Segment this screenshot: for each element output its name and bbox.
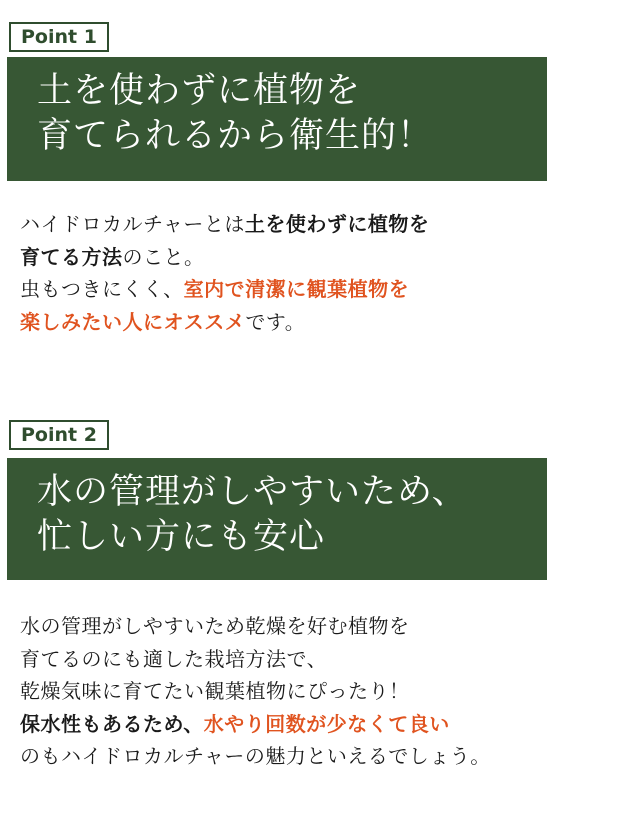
emphasis-text: 保水性もあるため、 xyxy=(20,711,204,736)
point-1-body-line-4 xyxy=(20,306,630,339)
point-2-body xyxy=(20,610,630,773)
point-1-label: Point 1 xyxy=(9,22,109,52)
point-1-body-line-1 xyxy=(20,208,630,241)
point-2-body-line-1: 水の管理がしやすいため乾燥を好む植物を xyxy=(20,614,410,638)
point-2-body-line-3: 乾燥気味に育てたい観葉植物にぴったり！ xyxy=(20,679,410,703)
highlight-text: 水やり回数が少なくて良い xyxy=(203,711,450,736)
point-2-heading-banner xyxy=(7,458,547,580)
text: 虫もつきにくく、 xyxy=(20,277,184,301)
text: ハイドロカルチャーとは xyxy=(20,212,245,236)
point-2-heading-line-1: 水の管理がしやすいため、 xyxy=(37,472,468,512)
point-1-heading-banner xyxy=(7,57,547,181)
point-2-heading-line-2: 忙しい方にも安心 xyxy=(37,517,326,557)
point-1-heading-line-1: 土を使わずに植物を xyxy=(37,71,362,111)
point-1-body-line-3 xyxy=(20,273,630,306)
point-2-body-line-4 xyxy=(20,708,630,741)
emphasis-text: 土を使わずに植物を xyxy=(244,212,430,236)
point-1-heading-line-2: 育てられるから衛生的！ xyxy=(37,116,434,156)
highlight-text: 室内で清潔に観葉植物を xyxy=(183,277,410,301)
point-2-body-line-5: のもハイドロカルチャーの魅力といえるでしょう。 xyxy=(20,744,491,768)
highlight-text: 楽しみたい人にオススメ xyxy=(20,309,246,334)
emphasis-text: 育てる方法 xyxy=(20,244,123,269)
point-1-body-line-2 xyxy=(20,241,630,274)
text: です。 xyxy=(245,309,306,334)
point-2-label: Point 2 xyxy=(9,420,109,450)
point-1-body xyxy=(20,208,630,338)
point-2-body-line-2: 育てるのにも適した栽培方法で、 xyxy=(20,646,328,671)
text: のこと。 xyxy=(122,244,205,269)
